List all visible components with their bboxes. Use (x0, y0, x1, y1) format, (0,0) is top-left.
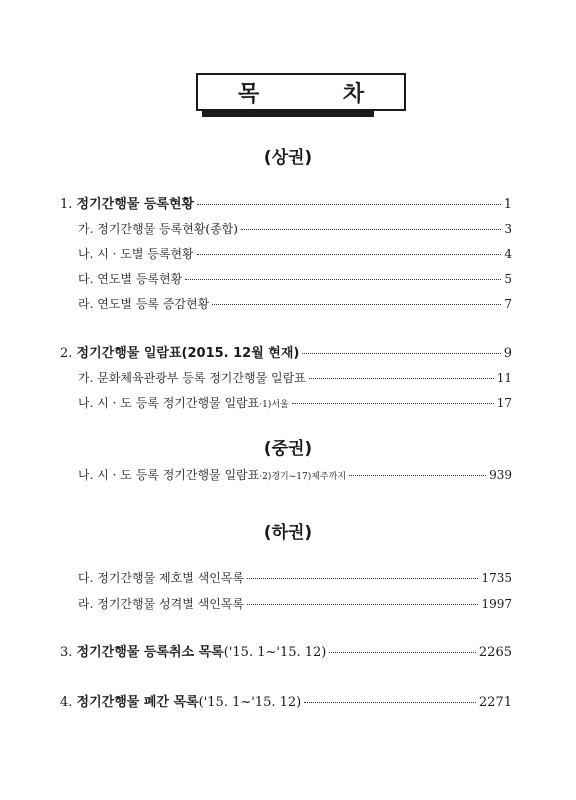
toc-title-box (196, 73, 403, 117)
entry-number: 1. (60, 197, 73, 212)
entry-label: 연도별 등록현황 (97, 272, 183, 286)
toc-entry[interactable] (78, 466, 512, 483)
dot-leader (349, 475, 486, 476)
dot-leader (302, 353, 500, 354)
section-heading-upper: (상권) (263, 148, 313, 168)
entry-number: 나. (78, 396, 94, 410)
entry-page: 1 (503, 197, 512, 212)
toc-entry[interactable] (78, 569, 512, 586)
entry-page: 4 (504, 247, 512, 261)
dot-leader (309, 378, 494, 379)
toc-entry[interactable] (78, 245, 512, 262)
entry-number: 나. (78, 468, 94, 482)
entry-page: 2265 (478, 645, 512, 660)
entry-number: 나. (78, 247, 94, 261)
entry-number: 가. (78, 371, 94, 385)
entry-label: 정기간행물 등록취소 목록 (76, 645, 224, 660)
entry-page: 1735 (481, 571, 512, 585)
entry-label: 정기간행물 폐간 목록 (76, 695, 199, 710)
toc-entry[interactable] (78, 295, 512, 312)
entry-number: 다. (78, 272, 94, 286)
dot-leader (212, 304, 501, 305)
dot-leader (197, 254, 502, 255)
dot-leader (241, 229, 501, 230)
dot-leader (185, 279, 501, 280)
toc-entry[interactable] (60, 691, 512, 710)
entry-page: 1997 (481, 597, 512, 611)
dot-leader (329, 652, 476, 653)
entry-page: 5 (504, 272, 512, 286)
dot-leader (197, 204, 501, 205)
section-heading-lower: (하권) (263, 523, 313, 543)
entry-number: 라. (78, 597, 94, 611)
entry-suffix: ·1)서울 (259, 400, 289, 410)
entry-page: 11 (496, 371, 512, 385)
toc-entry[interactable] (78, 595, 512, 612)
toc-entry[interactable] (78, 270, 512, 287)
entry-suffix: (2015. 12월 현재) (181, 346, 300, 361)
dot-leader (247, 604, 478, 605)
entry-page: 9 (503, 346, 512, 361)
entry-label: 시 · 도 등록 정기간행물 일람표 (97, 396, 260, 410)
toc-entry[interactable] (78, 220, 512, 237)
entry-number: 다. (78, 571, 94, 585)
page-title: 목 차 (196, 73, 406, 111)
entry-suffix: ·2)경기~17)제주까지 (259, 472, 347, 482)
entry-number: 2. (60, 346, 73, 361)
entry-label: 정기간행물 등록현황(종합) (97, 222, 238, 236)
entry-suffix: ('15. 1~'15. 12) (198, 695, 302, 710)
entry-label: 문화체육관광부 등록 정기간행물 일람표 (97, 371, 306, 385)
section-heading-middle: (중권) (263, 439, 313, 459)
toc-entry[interactable] (60, 342, 512, 361)
entry-label: 시 · 도별 등록현황 (97, 247, 194, 261)
entry-number: 라. (78, 297, 94, 311)
entry-number: 4. (60, 695, 73, 710)
entry-page: 17 (496, 396, 512, 410)
entry-page: 3 (504, 222, 512, 236)
entry-label: 정기간행물 제호별 색인목록 (97, 571, 244, 585)
entry-page: 939 (489, 468, 512, 482)
entry-label: 시 · 도 등록 정기간행물 일람표 (97, 468, 260, 482)
entry-page: 2271 (478, 695, 512, 710)
dot-leader (292, 403, 494, 404)
toc-entry[interactable] (60, 193, 512, 212)
toc-entry[interactable] (78, 369, 512, 386)
dot-leader (304, 702, 476, 703)
entry-label: 정기간행물 등록현황 (76, 197, 195, 212)
toc-entry[interactable] (60, 641, 512, 660)
entry-label: 정기간행물 성격별 색인목록 (97, 597, 244, 611)
entry-label: 정기간행물 일람표 (76, 346, 182, 361)
entry-number: 가. (78, 222, 94, 236)
entry-number: 3. (60, 645, 73, 660)
entry-suffix: ('15. 1~'15. 12) (223, 645, 327, 660)
entry-page: 7 (504, 297, 512, 311)
dot-leader (247, 578, 478, 579)
toc-entry[interactable] (78, 394, 512, 411)
entry-label: 연도별 등록 증감현황 (97, 297, 210, 311)
